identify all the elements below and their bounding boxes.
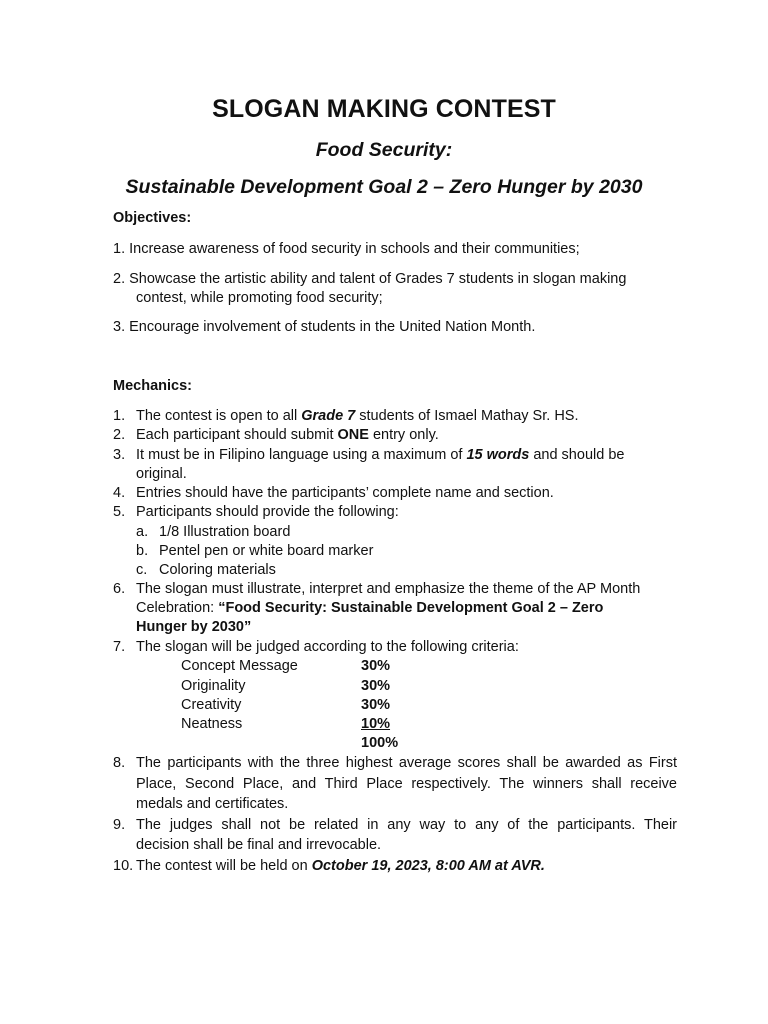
sub-item: Coloring materials — [159, 562, 276, 578]
objective-item: 2. Showcase the artistic ability and talent of Grades 7 students in slogan making — [113, 271, 627, 287]
mechanic-number: 1. — [113, 408, 126, 424]
mechanic-item: Participants should provide the following: — [136, 504, 399, 520]
objective-item-continued: contest, while promoting food security; — [136, 290, 383, 306]
mechanic-number: 9. — [113, 817, 126, 833]
mechanic-number: 2. — [113, 427, 126, 443]
sub-item: 1/8 Illustration board — [159, 524, 291, 540]
mechanic-item: It must be in Filipino language using a maximum of 15 words and should be — [136, 447, 625, 463]
mechanic-item: The slogan must illustrate, interpret and emphasize the theme of the AP Month — [136, 581, 641, 597]
mechanic-item: Each participant should submit ONE entry only. — [136, 427, 439, 443]
mechanic-item: Entries should have the participants’ complete name and section. — [136, 485, 554, 501]
mechanic-item-continued: Place, Second Place, and Third Place respectively. The winners shall receive — [136, 776, 677, 792]
criteria-name: Neatness — [181, 716, 243, 732]
page-title: SLOGAN MAKING CONTEST — [212, 95, 556, 123]
mechanic-item: The contest will be held on October 19, 2023, 8:00 AM at AVR. — [136, 858, 545, 874]
objectives-heading: Objectives: — [113, 210, 192, 226]
mechanic-number: 10. — [113, 858, 134, 874]
criteria-percent: 30% — [361, 678, 391, 694]
sub-item-letter: c. — [136, 562, 148, 578]
event-date-venue: October 19, 2023, 8:00 AM at AVR. — [311, 858, 545, 874]
mechanic-number: 3. — [113, 447, 126, 463]
emphasis: ONE — [337, 427, 369, 443]
mechanic-number: 7. — [113, 639, 126, 655]
objective-item: 3. Encourage involvement of students in the United Nation Month. — [113, 319, 536, 335]
mechanic-item: The participants with the three highest average scores shall be awarded as First — [136, 755, 677, 771]
mechanic-item: The slogan will be judged according to the following criteria: — [136, 639, 519, 655]
mechanic-item: The judges shall not be related in any way to any of the participants. Their — [136, 817, 677, 833]
mechanic-item-continued: decision shall be final and irrevocable. — [136, 837, 382, 853]
criteria-total: 100% — [361, 735, 399, 751]
criteria-percent: 30% — [361, 697, 391, 713]
sub-item: Pentel pen or white board marker — [159, 543, 374, 559]
criteria-name: Originality — [181, 678, 246, 694]
theme-quote-continued: Hunger by 2030” — [136, 619, 252, 635]
mechanic-number: 6. — [113, 581, 126, 597]
mechanic-item-continued: original. — [136, 466, 187, 482]
mechanic-number: 8. — [113, 755, 126, 771]
mechanic-number: 4. — [113, 485, 126, 501]
mechanics-heading: Mechanics: — [113, 378, 192, 394]
objective-item: 1. Increase awareness of food security in schools and their communities; — [113, 241, 580, 257]
criteria-name: Concept Message — [181, 658, 298, 674]
sub-item-letter: a. — [136, 524, 149, 540]
sub-item-letter: b. — [136, 543, 149, 559]
criteria-name: Creativity — [181, 697, 242, 713]
mechanic-item-continued: medals and certificates. — [136, 796, 289, 812]
mechanic-item-continued: Celebration: “Food Security: Sustainable Development Goal 2 – Zero — [136, 600, 604, 616]
mechanic-number: 5. — [113, 504, 126, 520]
emphasis: Grade 7 — [301, 408, 356, 424]
criteria-percent: 10% — [361, 716, 391, 732]
criteria-percent: 30% — [361, 658, 391, 674]
subtitle-sdg: Sustainable Development Goal 2 – Zero Hunger by 2030 — [125, 176, 643, 198]
emphasis: 15 words — [466, 447, 530, 463]
theme-quote: “Food Security: Sustainable Development Goal 2 – Zero — [218, 600, 604, 616]
mechanic-item: The contest is open to all Grade 7 students of Ismael Mathay Sr. HS. — [136, 408, 579, 424]
subtitle-food-security: Food Security: — [315, 139, 453, 161]
